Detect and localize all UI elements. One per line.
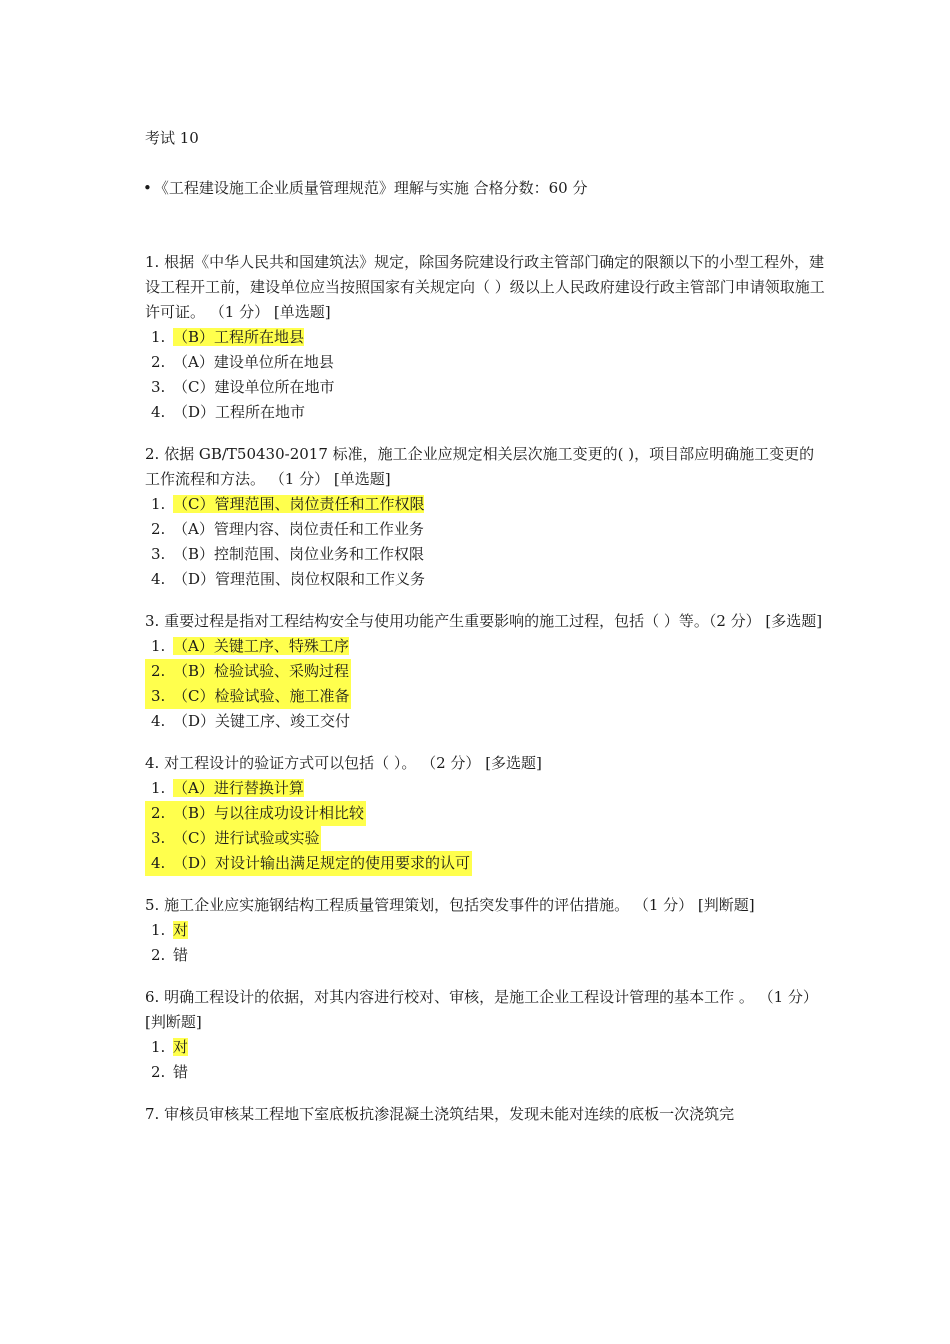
option-label: （C）检验试验、施工准备 <box>173 687 350 705</box>
option-number: 4. <box>151 570 166 588</box>
option-number: 1. <box>151 779 166 797</box>
question-item <box>145 609 825 734</box>
option-item[interactable] <box>145 634 825 659</box>
option-list <box>145 1035 825 1085</box>
option-item[interactable] <box>145 567 825 592</box>
option-item[interactable] <box>145 826 321 851</box>
option-label: 错 <box>173 1063 189 1081</box>
option-number: 3. <box>151 687 166 705</box>
option-label: （B）控制范围、岗位业务和工作权限 <box>173 545 425 563</box>
option-item[interactable] <box>145 1035 825 1060</box>
question-item <box>145 442 825 592</box>
option-number: 2. <box>151 353 166 371</box>
option-number: 4. <box>151 712 166 730</box>
option-label: （A）建设单位所在地县 <box>173 353 334 371</box>
exam-subtitle-text: 《工程建设施工企业质量管理规范》理解与实施 合格分数：60 分 <box>153 179 588 197</box>
option-item[interactable] <box>145 659 351 684</box>
option-item[interactable] <box>145 851 472 876</box>
option-label: （D）关键工序、竣工交付 <box>173 712 351 730</box>
option-item[interactable] <box>145 325 825 350</box>
option-number: 2. <box>151 520 166 538</box>
option-number: 1. <box>151 495 166 513</box>
exam-title: 考试 10 <box>145 129 199 147</box>
option-item[interactable] <box>145 542 825 567</box>
option-item[interactable] <box>145 776 825 801</box>
question-item <box>145 985 825 1085</box>
question-text: 2. 依据 GB/T50430-2017 标准，施工企业应规定相关层次施工变更的( )，项目部应明确施工变更的工作流程和方法。 （1 分） [单选题] <box>145 445 815 488</box>
option-label: （C）管理范围、岗位责任和工作权限 <box>173 495 425 513</box>
option-number: 2. <box>151 1063 166 1081</box>
option-label: 对 <box>173 921 189 939</box>
option-number: 4. <box>151 854 166 872</box>
question-item <box>145 250 825 425</box>
option-list <box>145 634 825 734</box>
option-label: （A）关键工序、特殊工序 <box>173 637 349 655</box>
question-text: 4. 对工程设计的验证方式可以包括（ ）。 （2 分） [多选题] <box>145 754 542 772</box>
option-label: （D）工程所在地市 <box>173 403 306 421</box>
question-text: 5. 施工企业应实施钢结构工程质量管理策划，包括突发事件的评估措施。 （1 分） [判断题] <box>145 896 755 914</box>
option-item[interactable] <box>145 801 366 826</box>
option-label: （D）对设计输出满足规定的使用要求的认可 <box>173 854 471 872</box>
option-item[interactable] <box>145 1060 825 1085</box>
option-item[interactable] <box>145 375 825 400</box>
option-item[interactable] <box>145 492 825 517</box>
option-number: 3. <box>151 545 166 563</box>
option-number: 1. <box>151 1038 166 1056</box>
question-list <box>145 250 825 1144</box>
question-text: 7. 审核员审核某工程地下室底板抗渗混凝土浇筑结果，发现未能对连续的底板一次浇筑完 <box>145 1105 735 1123</box>
option-label: （B）工程所在地县 <box>173 328 305 346</box>
option-number: 1. <box>151 328 166 346</box>
option-label: 错 <box>173 946 189 964</box>
option-label: （B）检验试验、采购过程 <box>173 662 350 680</box>
option-list <box>145 918 825 968</box>
question-item <box>145 751 825 876</box>
option-label: （D）管理范围、岗位权限和工作义务 <box>173 570 426 588</box>
question-item <box>145 1102 825 1127</box>
option-item[interactable] <box>145 400 825 425</box>
option-list <box>145 325 825 425</box>
option-list <box>145 776 825 876</box>
option-number: 3. <box>151 829 166 847</box>
bullet-icon: • <box>143 179 152 197</box>
option-label: （C）建设单位所在地市 <box>173 378 335 396</box>
option-item[interactable] <box>145 943 825 968</box>
question-item <box>145 893 825 968</box>
option-number: 3. <box>151 378 166 396</box>
option-number: 4. <box>151 403 166 421</box>
question-text: 3. 重要过程是指对工程结构安全与使用功能产生重要影响的施工过程，包括（ ）等。（2 分） [多选题] <box>145 612 823 630</box>
option-list <box>145 492 825 592</box>
option-number: 1. <box>151 921 166 939</box>
option-item[interactable] <box>145 517 825 542</box>
option-item[interactable] <box>145 350 825 375</box>
option-label: （A）管理内容、岗位责任和工作业务 <box>173 520 424 538</box>
option-item[interactable] <box>145 918 825 943</box>
option-label: （C）进行试验或实验 <box>173 829 320 847</box>
option-number: 2. <box>151 946 166 964</box>
option-number: 2. <box>151 662 166 680</box>
question-text: 6. 明确工程设计的依据，对其内容进行校对、审核，是施工企业工程设计管理的基本工作 。 （1 分） [判断题] <box>145 988 818 1031</box>
option-number: 1. <box>151 637 166 655</box>
option-number: 2. <box>151 804 166 822</box>
option-item[interactable] <box>145 709 825 734</box>
option-label: （A）进行替换计算 <box>173 779 304 797</box>
exam-subtitle <box>143 177 588 198</box>
option-item[interactable] <box>145 684 351 709</box>
option-label: （B）与以往成功设计相比较 <box>173 804 365 822</box>
question-text: 1. 根据《中华人民共和国建筑法》规定，除国务院建设行政主管部门确定的限额以下的小型工程外，建设工程开工前，建设单位应当按照国家有关规定向（ ）级以上人民政府建设行政主管部门申请领取施工许可证。 （1 分） [单选题] <box>145 253 825 321</box>
option-label: 对 <box>173 1038 189 1056</box>
